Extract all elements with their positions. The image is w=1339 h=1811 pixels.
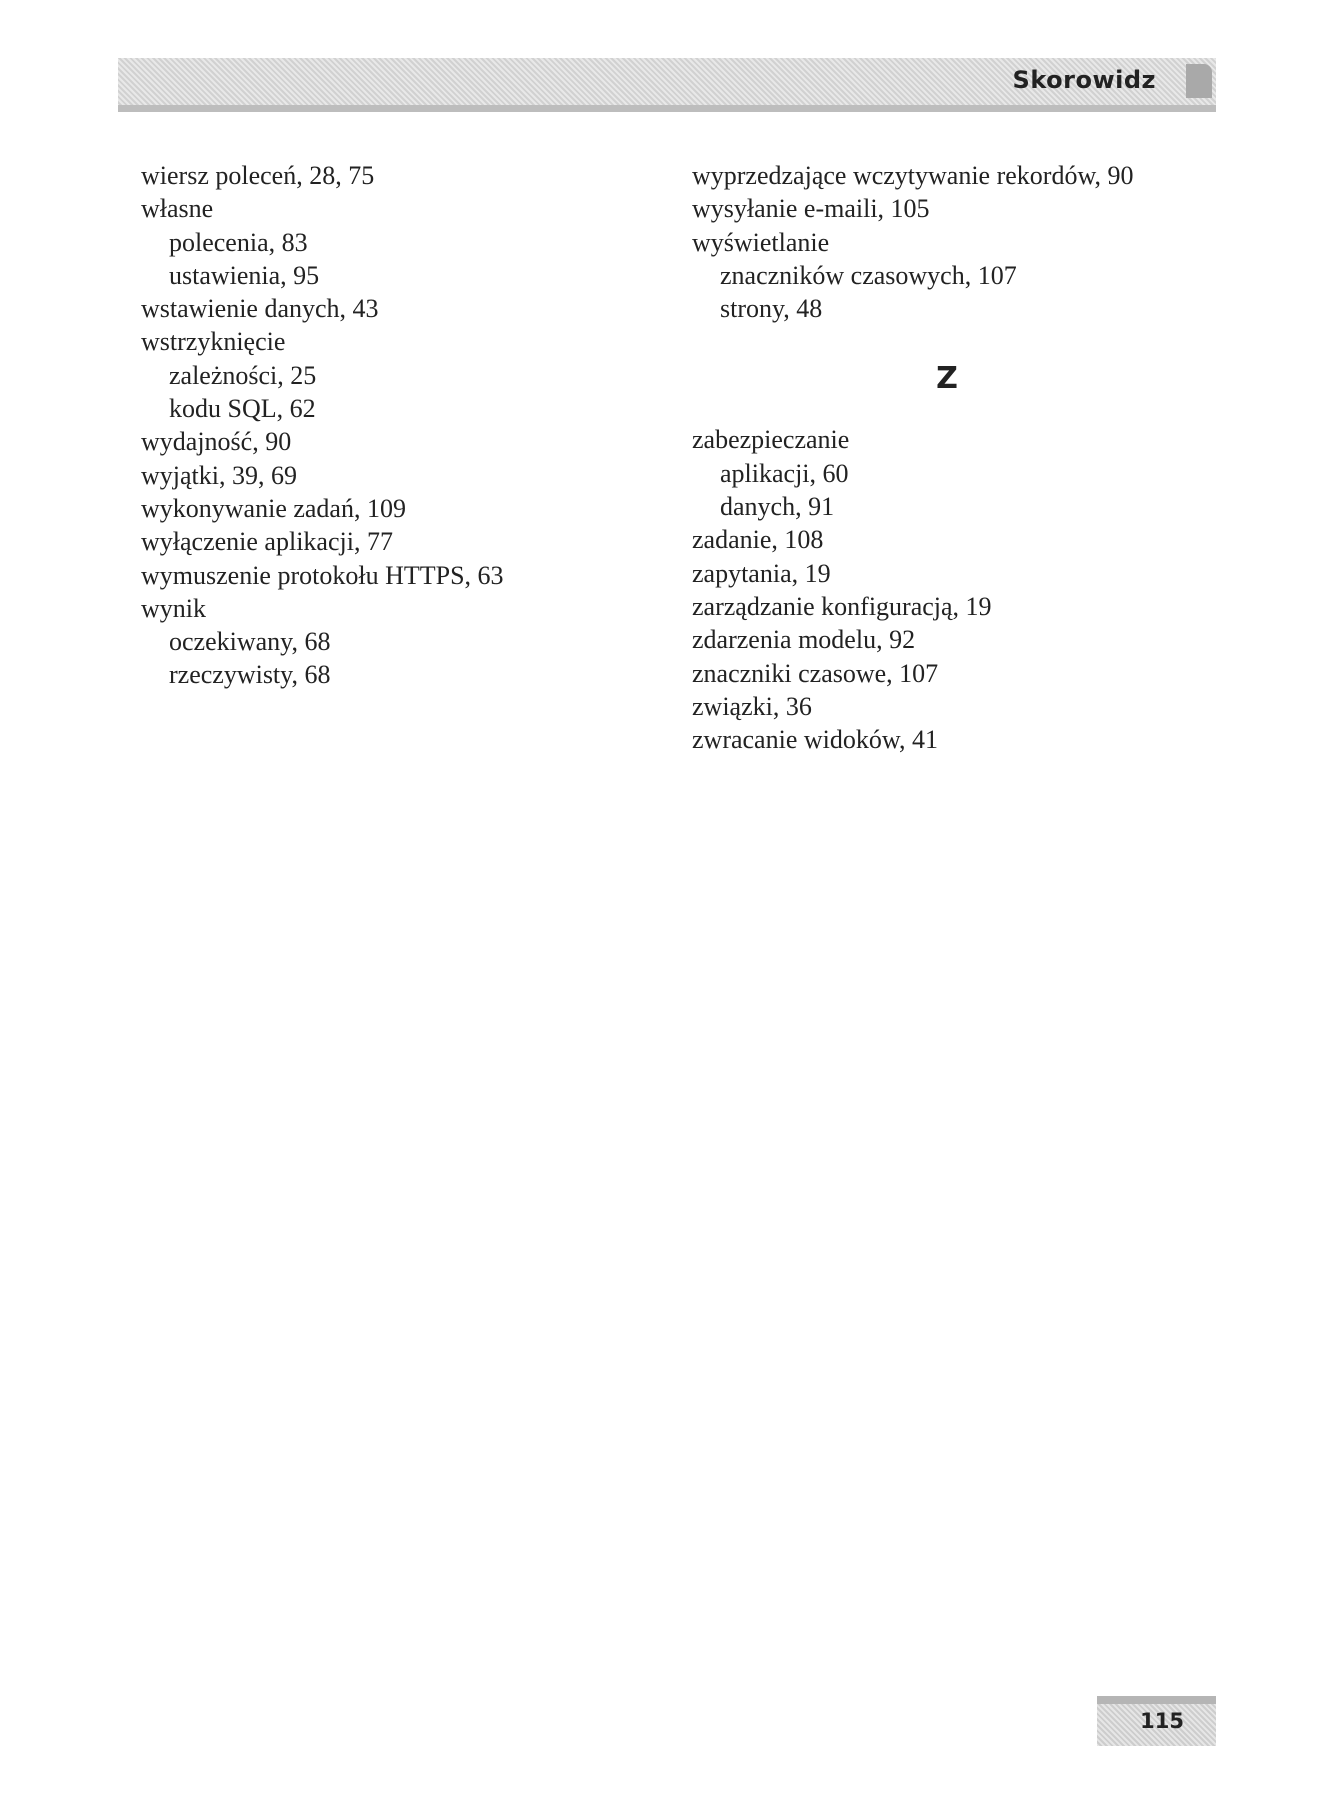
index-entry: zapytania, 19 [692,558,831,588]
index-entry: wyświetlanie [692,227,830,257]
index-entry: zdarzenia modelu, 92 [692,625,916,655]
index-entry: wysyłanie e-maili, 105 [692,194,930,224]
index-entry: wykonywanie zadań, 109 [141,493,406,523]
index-entry: związki, 36 [692,691,812,721]
index-entry: wstawienie danych, 43 [141,294,379,324]
index-entry: wyprzedzające wczytywanie rekordów, 90 [692,161,1134,190]
index-subentry: danych, 91 [720,492,835,522]
index-subentry: znaczników czasowych, 107 [720,260,1017,290]
page-number: 115 [1140,1709,1184,1733]
index-subentry: strony, 48 [720,294,823,324]
index-entry: zabezpieczanie [692,425,850,455]
index-entry: znaczniki czasowe, 107 [692,658,939,688]
header-tab-decoration [1186,64,1212,98]
page-number-band [1097,1696,1216,1746]
index-subentry: oczekiwany, 68 [169,627,331,657]
index-entry: zarządzanie konfiguracją, 19 [692,591,992,621]
index-entry: wiersz poleceń, 28, 75 [141,161,375,190]
index-subentry: polecenia, 83 [169,227,308,257]
index-entry: wyłączenie aplikacji, 77 [141,527,393,557]
index-subentry: zależności, 25 [169,360,317,390]
index-subentry: aplikacji, 60 [720,458,849,488]
section-letter-heading: Z [936,361,958,397]
index-entry: wydajność, 90 [141,427,292,457]
header-title: Skorowidz [1012,66,1156,94]
index-subentry: rzeczywisty, 68 [169,660,331,690]
index-subentry: ustawienia, 95 [169,260,320,290]
index-column-right [692,159,1212,756]
index-column-left [141,159,681,692]
index-subentry: kodu SQL, 62 [169,394,316,424]
index-entry: wynik [141,593,206,623]
index-entry: wstrzyknięcie [141,327,286,357]
running-header [118,58,1216,112]
index-entry: własne [141,194,214,224]
index-entry: wymuszenie protokołu HTTPS, 63 [141,560,504,590]
index-entry: wyjątki, 39, 69 [141,460,297,490]
index-entry: zwracanie widoków, 41 [692,725,938,755]
index-entry: zadanie, 108 [692,525,824,555]
